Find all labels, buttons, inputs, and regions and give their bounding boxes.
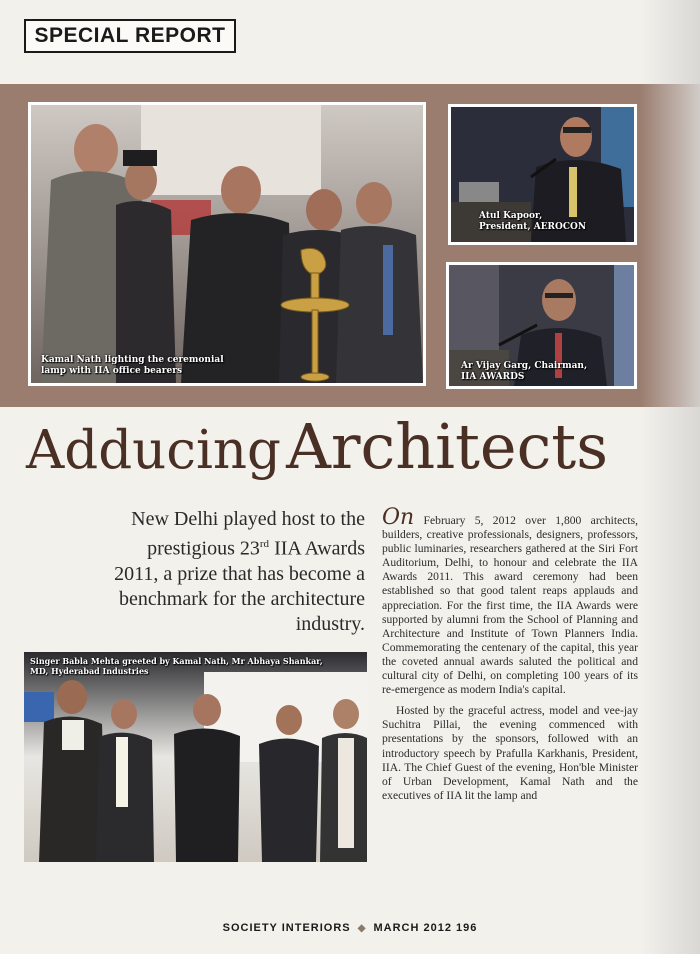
footer-page-number: 196 (456, 922, 478, 934)
body-paragraph-1 (382, 505, 638, 697)
article-headline (26, 410, 686, 492)
group-greeting-photo (24, 652, 367, 862)
speaker-photo-vijay-garg (446, 262, 637, 389)
headline-word-2: Architects (286, 410, 609, 483)
photo-caption-line: IIA AWARDS (461, 372, 525, 382)
body-text: February 5, 2012 over 1,800 architects, builders, creative professionals, designers, professors, public luminaries, researchers gathered at the Siri Fort Auditorium, Delhi, to honour and celebrate the IIA Awards 2011. This award ceremony had been established so that good talent reaps applauds and appreciation. For the first time, the IIA Awards were supported by alumni from the School of Planning and Architecture and Institute of Town Planners India. Commemorating the centenary of the capital, this year the coveted annual awards saluted the political and cultural city of Delhi, on completing 100 years of its re-emergence as modern India's capital. (382, 514, 638, 697)
section-tag: SPECIAL REPORT (24, 19, 236, 53)
photo-caption-line: Kamal Nath lighting the ceremonial (41, 355, 224, 365)
article-body (382, 505, 638, 803)
body-paragraph-2: Hosted by the graceful actress, model and vee-jay Suchitra Pillai, the evening commenced with presentations by the sponsors, followed with an introductory speech by Prafulla Karkhanis, President, IIA. The Chief Guest of the evening, Hon'ble Minister of Urban Development, Kamal Nath and the executives of IIA lit the lamp and (382, 704, 638, 802)
dek-text-a: New Delhi played host to the prestigious 23 (131, 508, 365, 560)
page-footer (0, 922, 700, 934)
page-curl-shadow (640, 0, 700, 954)
lamp-lighting-photo (28, 102, 426, 386)
article-dek (100, 507, 365, 637)
dek-superscript: rd (259, 538, 270, 550)
lamp-lighting-illustration (31, 105, 423, 383)
group-greeting-illustration (24, 652, 367, 862)
speaker-photo-atul-kapoor (448, 104, 637, 245)
footer-magazine: SOCIETY INTERIORS (222, 922, 351, 934)
photo-caption-line: President, AEROCON (479, 222, 587, 232)
diamond-icon: ◆ (357, 923, 367, 934)
headline-word-1: Adducing (26, 420, 281, 481)
photo-caption-line: lamp with IIA office bearers (41, 366, 183, 376)
photo-caption-line: Atul Kapoor, (479, 211, 543, 221)
photo-caption-line: MD, Hyderabad Industries (30, 666, 149, 676)
photo-caption-line: Ar Vijay Garg, Chairman, (461, 361, 588, 371)
photo-caption-line: Singer Babla Mehta greeted by Kamal Nath, Mr Abhaya Shankar, (30, 656, 323, 666)
drop-cap: On (382, 505, 415, 530)
dek-text-b: IIA Awards 2011, a prize that has become a benchmark for the architecture industry. (114, 537, 365, 635)
footer-issue: MARCH 2012 (373, 922, 452, 934)
